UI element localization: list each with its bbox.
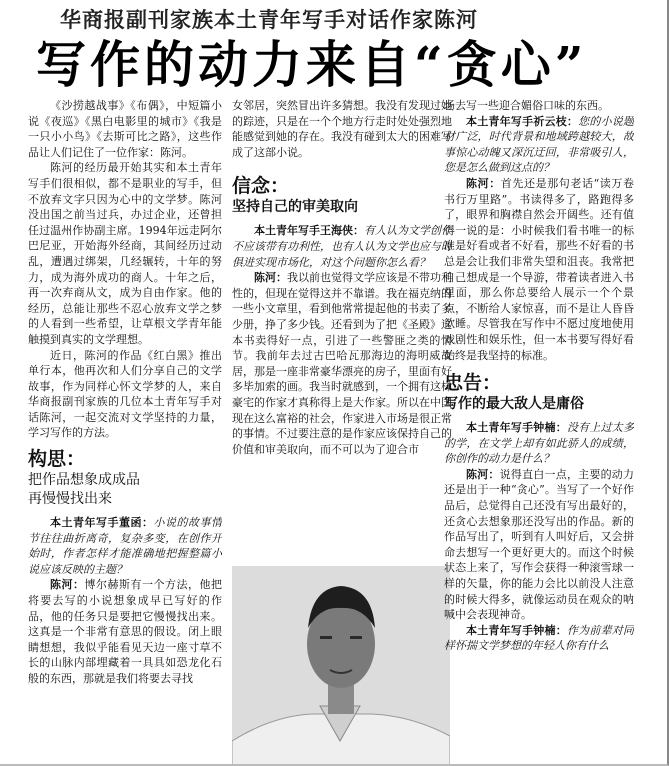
main-headline: 写作的动力来自“贪心” [36, 35, 588, 94]
intro-paragraph-2: 陈河的经历最开始其实和本土青年写手们很相似，都不是职业的写手，但不放弃文字只因为心中的文学梦。陈河没出国之前当过兵，办过企业，还曾担任过温州作协副主席。1994年远走阿尔巴尼亚，开始海外经商，其间经历过动乱，遭遇过绑架，几经辗转，十年的努力，成为海外成功的商人。十年之后，再一次弃商从文，成为自由作家。他的经历，总能让那些不忍心放弃文学之梦的人看到一些希望，让草根文学青年能触摸到真实的文学理想。 [28, 161, 222, 346]
answer-4-speaker: 陈河： [466, 467, 500, 481]
answer-2 [232, 270, 452, 457]
answer-1-text: 博尔赫斯有一个方法，他把将要去写的小说想象成早已写好的作品，他的任务只是要把它慢慢找出来。这真是一个非常有意思的假设。闭上眼睛想想，我似乎能看见天边一座寸草不长的山脉内部埋藏着一具具如恐龙化石般的东西，那就是我们将要去寻找 [28, 578, 222, 685]
column-3 [444, 98, 634, 766]
question-2 [232, 223, 452, 270]
author-photo [232, 566, 450, 766]
section-1-marker: 构思： [28, 448, 86, 471]
answer-3 [444, 176, 634, 363]
column-2 [232, 98, 452, 566]
question-5-speaker: 本土青年写手钟楠： [466, 623, 567, 637]
question-4 [444, 420, 634, 467]
column-2-continuation: 女邻居，突然冒出许多猜想。我没有发现过她的踪迹，只是在一个个地方行走时处处强烈地能感觉到她的存在。我没有碰到太大的困难写成了这部小说。 [232, 99, 452, 159]
section-2-marker: 信念： [232, 175, 290, 198]
section-3-marker: 忠告： [444, 372, 502, 395]
section-3-title: 写作的最大敌人是庸俗 [444, 396, 584, 413]
answer-2-speaker: 陈河： [254, 271, 287, 285]
intro-paragraph-1: 《沙捞越战事》《布偶》，中短篇小说《夜巡》《黑白电影里的城市》《我是一只小小鸟》《去斯可比之路》，这些作品让人们记住了一位作家：陈河。 [28, 99, 222, 159]
question-3-speaker: 本土青年写手祈云枝： [466, 114, 579, 128]
question-4-speaker: 本土青年写手钟楠： [466, 421, 567, 435]
question-3-text: 您的小说题材广泛，时代背景和地域跨越较大，故事惊心动魄又深沉迂回，非常吸引人，您是怎么做到这点的？ [444, 114, 634, 175]
question-5-text: 作为前辈对同样怀揣文学梦想的年轻人你有什么 [444, 623, 634, 653]
question-4-text: 没有上过太多的学，在文学上却有如此骄人的成绩，你创作的动力是什么？ [444, 421, 634, 466]
section-2-title: 坚持自己的审美取向 [232, 199, 358, 216]
section-1-title-line-1: 把作品想象成成品 [28, 472, 140, 489]
column-3-continuation: 场去写一些迎合媚俗口味的东西。 [444, 99, 609, 112]
question-1-text: 小说的故事情节往往曲折离奇，复杂多变，在创作开始时，作者怎样才能准确地把握整篇小说应该反映的主题？ [28, 516, 222, 576]
kicker-headline: 华商报副刊家族本土青年写手对话作家陈河 [60, 7, 478, 32]
author-portrait-illustration [232, 566, 450, 766]
answer-3-speaker: 陈河： [466, 176, 501, 190]
answer-4-text: 说得直白一点，主要的动力还是出于一种“贪心”。当写了一个好作品后，总觉得自己还没有写出最好的，还贪心去想象那还没写出的作品。新的作品写出了，听到有人叫好后，又会拼命去想写一个更好更大的。而这个时候状态上来了，写作会获得一种滚雪球一样的矢量，你的能力会比以前没人注意的时候大得多，就像运动员在观众的呐喊中会表现神奇。 [444, 467, 634, 622]
answer-2-text: 我以前也觉得文学应该是不带功利性的，但现在觉得这并不靠谱。我在福克纳的一些小文章里，看到他常常提起他的书卖了多少册，挣了多少钱。还看到为了把《圣殿》这本书卖得好一点，引进了一些警匪之类的情节。我前年去过古巴哈瓦那海边的海明威故居，那是一座非常豪华漂亮的房子，里面有好多毕加索的画。我当时就感到，一个拥有这样豪宅的作家才真称得上是大作家。所以在中国现在这么富裕的社会，作家进入市场是很正常的事情。不过要注意的是作家应该保持自己的价值和审美取向，而不可以为了迎合市 [232, 271, 452, 456]
answer-3-text: 首先还是那句老话“读万卷书行万里路”。书读得多了，路跑得多了，眼界和胸襟自然会开阔些。还有值得一说的是：小时候我们看书唯一的标准是好看或者不好看，那些不好看的书总是会让我们非常失望和沮丧。我常把自己想成是一个导游，带着读者进入书里面，那么你总要给人展示一个个景点，不断给人家惊喜，而不是让人昏昏欲睡。尽管我在写作中不愿过度地使用戏剧性和娱乐性，但一本书要写得好看始终是我坚持的标准。 [444, 176, 634, 362]
question-5 [444, 623, 634, 654]
column-1 [28, 98, 222, 766]
section-1-title-line-2: 再慢慢找出来 [28, 491, 112, 508]
answer-1-speaker: 陈河： [50, 578, 85, 592]
answer-4 [444, 467, 634, 623]
question-2-text: 有人认为文学创作不应该带有功利性，也有人认为文学也应与时俱进实现市场化，对这个问题你怎么看？ [232, 224, 452, 269]
question-1 [28, 515, 222, 577]
intro-paragraph-3: 近日，陈河的作品《红白黑》推出单行本，他再次和人们分享自己的文学故事，作为同样心怀文学梦的人，来自华商报副刊家族的几位本土青年写手对话陈河，一起交流对文学坚持的力量，学习写作的方法。 [28, 348, 222, 440]
question-3 [444, 114, 634, 176]
question-2-speaker: 本土青年写手王海侠： [254, 224, 364, 238]
answer-1 [28, 577, 222, 686]
question-1-speaker: 本土青年写手董函： [50, 516, 154, 530]
